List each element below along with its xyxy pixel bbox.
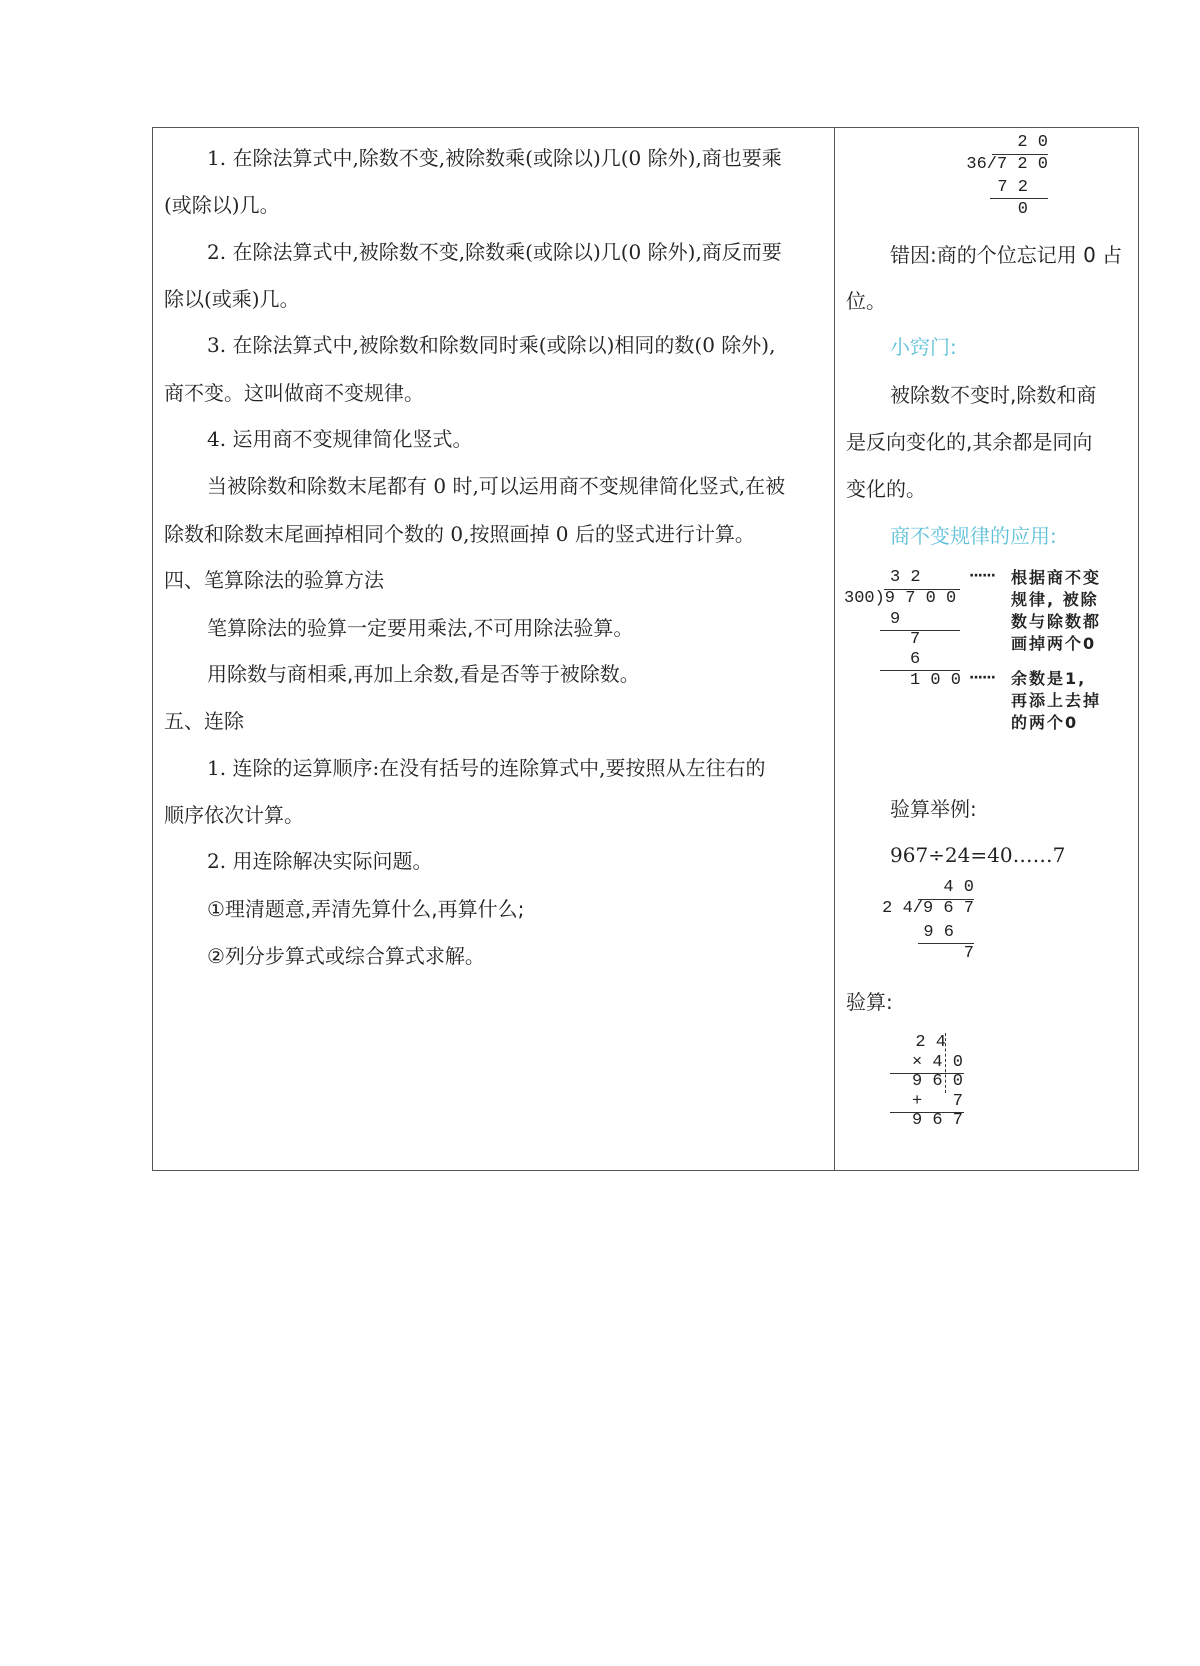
error-line-1: 错因:商的个位忘记用 0 占	[890, 243, 1123, 267]
alignment-guide	[945, 1033, 946, 1093]
step-2-line: ②列分步算式或综合算式求解。	[207, 944, 485, 968]
section-4-heading: 四、笔算除法的验算方法	[164, 568, 384, 592]
quotient: 2 0	[1017, 133, 1048, 152]
dividend-row: 36/7 2 0	[966, 155, 1048, 174]
product-row: 7 2	[997, 178, 1028, 197]
rule-2-cont: 除以(或乘)几。	[164, 287, 300, 311]
continuous-2-line: 2. 用连除解决实际问题。	[207, 849, 433, 873]
column-divider	[834, 127, 835, 1171]
rule-4-line: 4. 运用商不变规律简化竖式。	[207, 427, 473, 451]
error-line-2: 位。	[846, 289, 886, 313]
continuous-1-line: 1. 连除的运算顺序:在没有括号的连除算式中,要按照从左往右的	[207, 756, 766, 780]
remainder-row: 7	[963, 944, 974, 963]
note-line: 的两个0	[1011, 713, 1079, 732]
note-line: 根据商不变	[1011, 568, 1102, 587]
tip-title: 小窍门:	[890, 335, 957, 359]
note-line: 画掉两个0	[1011, 634, 1097, 653]
rule-1-cont: (或除以)几。	[164, 193, 280, 217]
product-row: 9 6	[923, 923, 954, 942]
step-1-line: ①理清题意,弄清先算什么,再算什么;	[207, 897, 525, 921]
error-reason	[890, 243, 1122, 267]
check-line-2: 用除数与商相乘,再加上余数,看是否等于被除数。	[207, 662, 640, 686]
multiplier-row: × 4 0	[911, 1053, 963, 1072]
rule-3-cont: 商不变。这叫做商不变规律。	[164, 381, 424, 405]
note-remainder	[1011, 668, 1101, 734]
quotient: 3 2	[890, 568, 921, 587]
section-5-heading: 五、连除	[164, 709, 244, 733]
remainder-row: 1 0 0	[910, 671, 962, 690]
note-cancel-zeros	[1011, 567, 1101, 655]
multiplicand: 2 4	[915, 1033, 946, 1052]
continuous-1-cont: 顺序依次计算。	[164, 803, 304, 827]
rule-3-line: 3. 在除法算式中,被除数和除数同时乘(或除以)相同的数(0 除外),	[207, 333, 776, 357]
dividend-row: 2 4/9 6 7	[882, 899, 974, 918]
simplify-line: 当被除数和除数末尾都有 0 时,可以运用商不变规律简化竖式,在被	[207, 474, 786, 498]
note-line: 余数是1,	[1011, 669, 1087, 688]
simplify-cont: 除数和除数末尾画掉相同个数的 0,按照画掉 0 后的竖式进行计算。	[164, 522, 755, 546]
note-line: 规律, 被除	[1011, 590, 1099, 609]
product-row-2: 6	[910, 650, 921, 669]
quotient: 4 0	[943, 878, 974, 897]
check-example-title: 验算举例:	[890, 797, 977, 821]
leader-dots-1: ······	[969, 568, 995, 584]
remainder-row: 0	[1017, 200, 1028, 219]
dividend-row: 300)9 7 0 0	[844, 589, 957, 608]
note-line: 再添上去掉	[1011, 691, 1102, 710]
rule-1-line: 1. 在除法算式中,除数不变,被除数乘(或除以)几(0 除外),商也要乘	[207, 146, 782, 170]
rule-2-line: 2. 在除法算式中,被除数不变,除数乘(或除以)几(0 除外),商反而要	[207, 240, 782, 264]
application-title: 商不变规律的应用:	[890, 524, 1057, 548]
product-row-1: 9	[890, 610, 901, 629]
sum-row: 9 6 7	[911, 1111, 963, 1130]
partial-row: 7	[910, 630, 921, 649]
note-line: 数与除数都	[1011, 612, 1102, 631]
check-line-1: 笔算除法的验算一定要用乘法,不可用除法验算。	[207, 616, 634, 640]
tip-line-1: 被除数不变时,除数和商	[890, 383, 1097, 407]
check-equation: 967÷24=40……7	[890, 843, 1066, 867]
add-remainder-row: + 7	[911, 1092, 963, 1111]
tip-line-3: 变化的。	[846, 477, 926, 501]
tip-line-2: 是反向变化的,其余都是同向	[846, 430, 1093, 454]
content-table	[152, 127, 1139, 1171]
leader-dots-2: ······	[969, 670, 995, 686]
check-title: 验算:	[846, 990, 893, 1014]
product-row: 9 6 0	[911, 1072, 963, 1091]
